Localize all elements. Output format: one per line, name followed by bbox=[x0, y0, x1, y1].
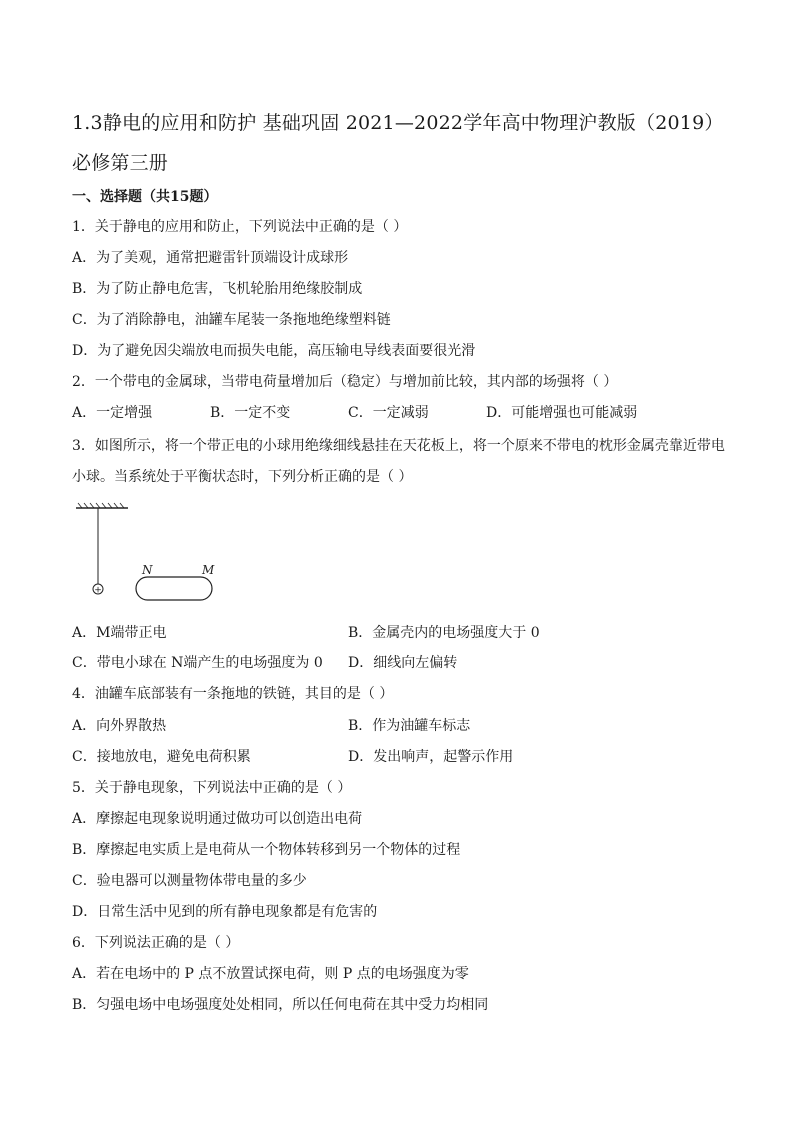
question-2-option-d: D．可能增强也可能减弱 bbox=[486, 405, 638, 421]
question-2-option-b: B．一定不变 bbox=[210, 405, 291, 421]
question-4-option-b: B．作为油罐车标志 bbox=[348, 718, 471, 734]
question-1-stem: 1．关于静电的应用和防止，下列说法中正确的是（ ） bbox=[72, 219, 408, 235]
question-3-option-c: C．带电小球在 N端产生的电场强度为 0 bbox=[72, 655, 323, 671]
pillow-shaped-metal-shell bbox=[136, 577, 212, 600]
question-6-option-a: A．若在电场中的 P 点不放置试探电荷，则 P 点的电场强度为零 bbox=[72, 966, 469, 982]
question-5-option-d: D．日常生活中见到的所有静电现象都是有危害的 bbox=[72, 904, 378, 920]
question-3-stem-continued: 小球。当系统处于平衡状态时，下列分析正确的是（ ） bbox=[72, 469, 413, 485]
label-m: M bbox=[202, 563, 215, 577]
question-5-option-a: A．摩擦起电现象说明通过做功可以创造出电荷 bbox=[72, 811, 363, 827]
question-5-stem: 5．关于静电现象，下列说法中正确的是（ ） bbox=[72, 780, 352, 796]
question-3-option-b: B．金属壳内的电场强度大于 0 bbox=[348, 625, 540, 641]
question-1-option-c: C．为了消除静电，油罐车尾装一条拖地绝缘塑料链 bbox=[72, 312, 391, 328]
question-6-option-b: B．匀强电场中电场强度处处相同，所以任何电荷在其中受力均相同 bbox=[72, 997, 489, 1013]
question-1-option-d: D．为了避免因尖端放电而损失电能，高压输电导线表面要很光滑 bbox=[72, 343, 476, 359]
question-1-option-a: A．为了美观，通常把避雷针顶端设计成球形 bbox=[72, 250, 349, 266]
question-1-option-b: B．为了防止静电危害，飞机轮胎用绝缘胶制成 bbox=[72, 281, 363, 297]
question-4-option-d: D．发出响声，起警示作用 bbox=[348, 749, 514, 765]
question-4-option-c: C．接地放电，避免电荷积累 bbox=[72, 749, 251, 765]
question-5-option-c: C．验电器可以测量物体带电量的多少 bbox=[72, 873, 307, 889]
question-3-stem: 3．如图所示，将一个带正电的小球用绝缘细线悬挂在天花板上，将一个原来不带电的枕形金属壳靠近带电 bbox=[72, 438, 725, 454]
question-2-stem: 2．一个带电的金属球，当带电荷量增加后（稳定）与增加前比较，其内部的场强将（ ） bbox=[72, 374, 618, 390]
question-3-option-d: D．细线向左偏转 bbox=[348, 655, 458, 671]
question-4-option-a: A．向外界散热 bbox=[72, 718, 167, 734]
section-heading: 一、选择题（共15题） bbox=[72, 189, 218, 205]
label-n: N bbox=[142, 563, 153, 577]
question-3-figure bbox=[72, 502, 252, 607]
ceiling bbox=[76, 503, 128, 508]
pendulum-diagram bbox=[72, 502, 252, 607]
document-title: 1.3静电的应用和防护 基础巩固 2021—2022学年高中物理沪教版（2019）必修第三册 bbox=[72, 112, 724, 174]
ball-charge-symbol: + bbox=[94, 585, 102, 596]
question-2-option-c: C．一定减弱 bbox=[348, 405, 429, 421]
question-6-stem: 6．下列说法正确的是（ ） bbox=[72, 935, 240, 951]
question-5-option-b: B．摩擦起电实质上是电荷从一个物体转移到另一个物体的过程 bbox=[72, 842, 461, 858]
question-3-option-a: A．M端带正电 bbox=[72, 625, 167, 641]
question-4-stem: 4．油罐车底部装有一条拖地的铁链，其目的是（ ） bbox=[72, 686, 394, 702]
question-2-option-a: A．一定增强 bbox=[72, 405, 153, 421]
